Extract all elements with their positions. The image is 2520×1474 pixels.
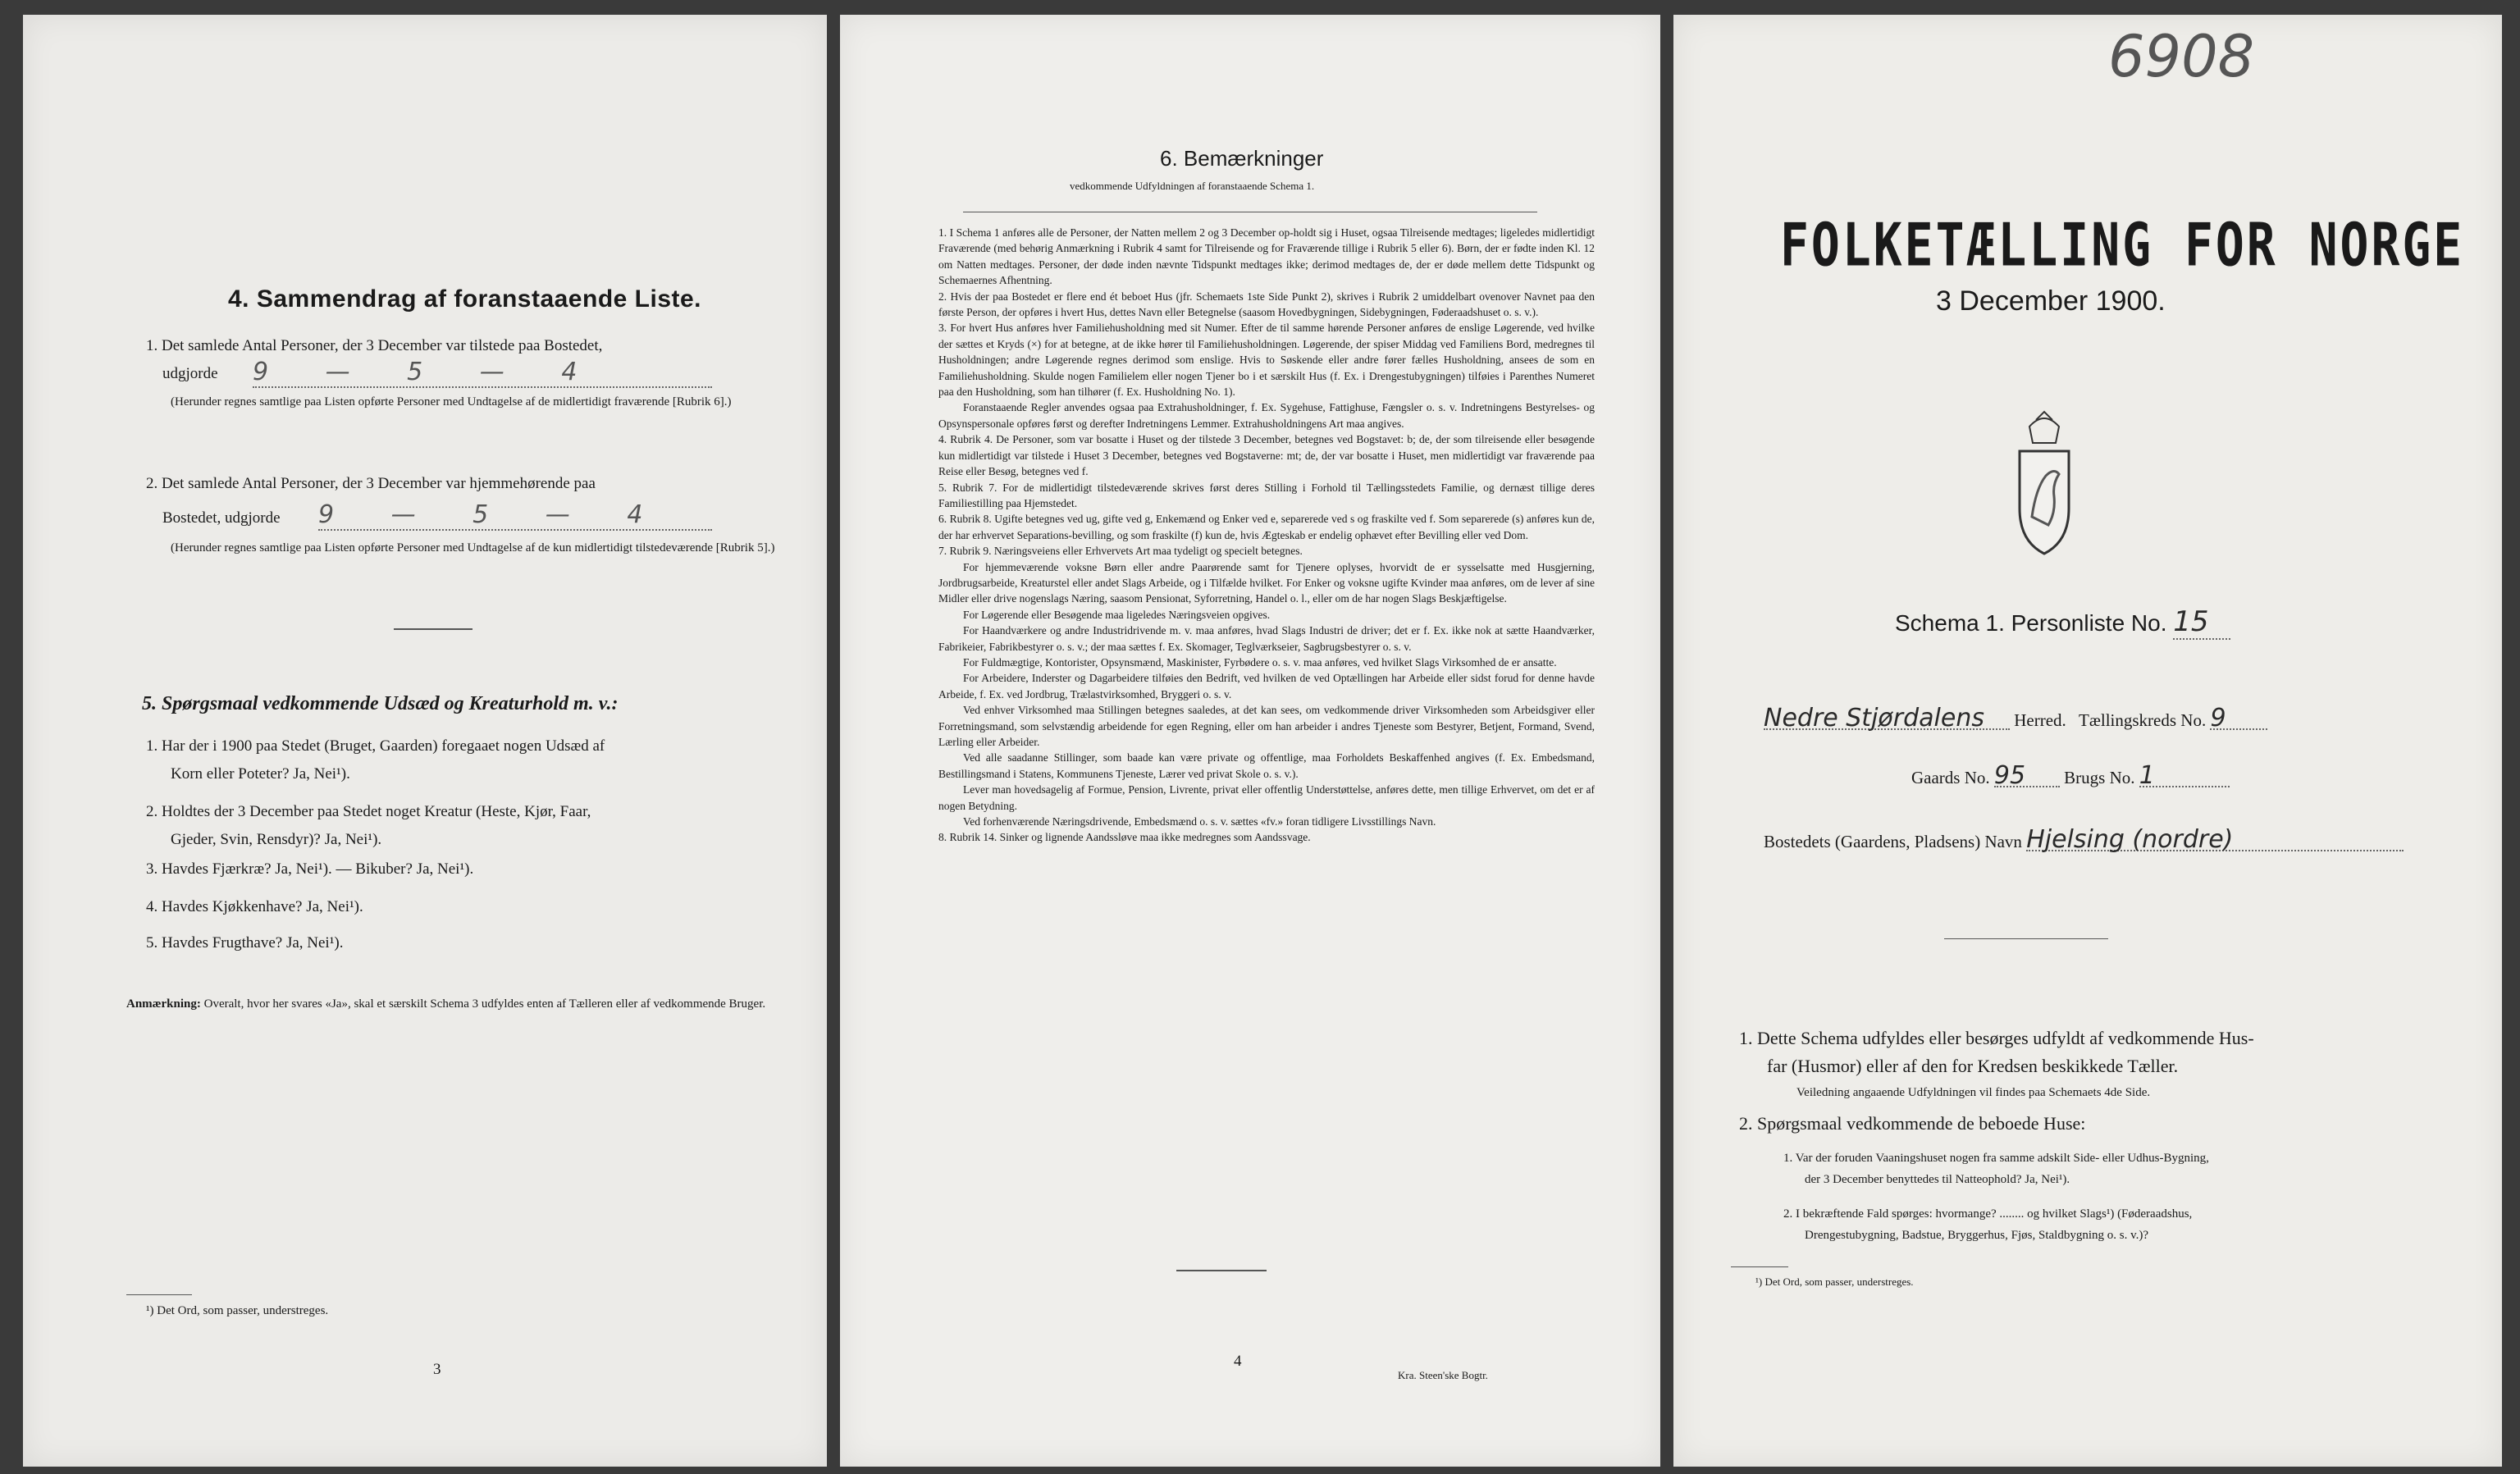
footnote: ¹) Det Ord, som passer, understreges. (146, 1304, 329, 1317)
divider (1944, 938, 2108, 939)
remark-7-g: Ved alle saadanne Stillinger, som baade kan være private og offentlige, maa Forholdets Beskaffenhed angives (f. Ex. Embedsmand, Bestillingsmand i Statens, Kommunens Tjeneste, Lærer ved privat Skole o. s. v.). (938, 751, 1595, 780)
remark-7-c: For Haandværkere og andre Industridrivende m. v. maa anføres, hvad Slags Industri de driver; det er f. Ex. ikke nok at sætte Haandværker, Fabrikeier, Fabrikbestyrer o. s. v.; der maa sættes f. Ex. Skomager, Teglværkseier, Sagbrugsbestyrer o. s. v. (938, 624, 1595, 653)
kreds-label: Tællingskreds No. (2079, 710, 2207, 730)
herred-label: Herred. (2014, 710, 2066, 730)
coat-of-arms-icon (2011, 410, 2077, 558)
brugs-value: 1 (2139, 766, 2230, 787)
remark-7-e: For Arbeidere, Inderster og Dagarbeidere tilføies den Bedrift, ved hvilken de ved Optællingen har Arbeide eller sidst forud for denne havde Arbeide, f. Ex. ved Jordbrug, Trælastvirksomhed, Bryggeri o. s. v. (938, 672, 1595, 700)
section5-title: 5. Spørgsmaal vedkommende Udsæd og Kreaturhold m. v.: (142, 693, 619, 714)
anmaerkning-text: Overalt, hvor her svares «Ja», skal et særskilt Schema 3 udfyldes enten af Tælleren eller af vedkommende Bruger. (203, 997, 766, 1011)
remark-7-i: Ved forhenværende Næringsdrivende, Embedsmænd o. s. v. sættes «fv.» foran tidligere Livsstillings Navn. (963, 815, 1436, 828)
page-middle (840, 15, 1660, 1467)
instruction-2: 2. Spørgsmaal vedkommende de beboede Huse: (1739, 1113, 2086, 1134)
section4-title: 4. Sammendrag af foranstaaende Liste. (228, 285, 702, 313)
remark-1: 1. I Schema 1 anføres alle de Personer, der Natten mellem 2 og 3 December op-holdt sig i Huset, ogsaa Tilreisende medtages; ligeledes midlertidigt Fraværende (med behørig Anmærkning i Rubrik 4 samt for Tilreisende og for Fraværende tillige i Rubrik 5 eller 6). Børn, der er fødte inden Kl. 12 om Natten medtages. Personer, der døde inden nævnte Tidspunkt medtages ikke; derimod medtages de, der er døde mellem dette Tidspunkt og Schemaernes Afhentning. (938, 226, 1595, 287)
section5-q1b: Korn eller Poteter? Ja, Nei¹). (171, 765, 350, 783)
section4-q1-prefix: udgjorde (162, 365, 218, 382)
section5-q4: 4. Havdes Kjøkkenhave? Ja, Nei¹). (146, 898, 363, 915)
archive-number: 6908 (2108, 23, 2255, 90)
remark-3-cont: Foranstaaende Regler anvendes ogsaa paa Extrahusholdninger, f. Ex. Sygehuse, Fattighuse, Fængsler o. s. v. Indretningens Bestyrelses- og Opsynspersonale opføres først og derefter Indretningens Lemmer. Extrahusholdningens Art maa angives. (938, 401, 1595, 430)
page-number: 4 (1234, 1353, 1242, 1370)
remark-8: 8. Rubrik 14. Sinker og lignende Aandssløve maa ikke medregnes som Aandssvage. (938, 831, 1311, 844)
remark-4: 4. Rubrik 4. De Personer, som var bosatte i Huset og der tilstede 3 December, betegnes ved Bogstavet: b; de, der som tilreisende eller besøgende kun midlertidigt var tilstede i Huset 3 December, betegnes ved Bogstaverne: mt; de, der var bosatte i Huset, men midlertidigt var fraværende paa Reise eller Besøg, betegnes ved f. (938, 433, 1595, 478)
bosted-value: Hjelsing (nordre) (2026, 830, 2404, 851)
remark-7-b: For Løgerende eller Besøgende maa ligeledes Næringsveien opgives. (963, 608, 1271, 621)
schema-label: Schema 1. Personliste No. (1895, 610, 2167, 636)
footnote: ¹) Det Ord, som passer, understreges. (1755, 1275, 1914, 1288)
remark-7-f: Ved enhver Virksomhed maa Stillingen betegnes saaledes, at det kan sees, om vedkommende driver Virksomheden som Arbeidsgiver eller Forretningsmand, som selvstændig arbeidende for egen Regning, eller om han arbeider i andres Tjeneste som Bestyrer, Betjent, Formand, Svend, Lærling eller Arbeider. (938, 704, 1595, 748)
section4-q1-value: 9 — 5 — 4 (253, 358, 712, 388)
page-number: 3 (433, 1361, 441, 1378)
remarks-bottom-rule (1176, 1270, 1267, 1271)
section5-q5: 5. Havdes Frugthave? Ja, Nei¹). (146, 934, 344, 951)
anmaerkning (126, 996, 799, 1012)
instruction-2-2b: Drengestubygning, Badstue, Bryggerhus, Fjøs, Staldbygning o. s. v.)? (1805, 1229, 2148, 1242)
schema-line (1895, 605, 2230, 640)
section5-q3: 3. Havdes Fjærkræ? Ja, Nei¹). — Bikuber? Ja, Nei¹). (146, 860, 474, 878)
instruction-1c: Veiledning angaaende Udfyldningen vil findes paa Schemaets 4de Side. (1796, 1086, 2151, 1099)
gaards-value: 95 (1994, 766, 2060, 787)
remark-7-d: For Fuldmægtige, Kontorister, Opsynsmænd, Maskinister, Fyrbødere o. s. v. maa anføres, ved hvilket Slags Virksomhed de er ansatte. (963, 655, 1557, 669)
divider (394, 628, 472, 630)
remark-2: 2. Hvis der paa Bostedet er flere end ét beboet Hus (jfr. Schemaets 1ste Side Punkt 2), skrives i Rubrik 2 umiddelbart ovenover Navnet paa den første Person, der opføres i hvert Hus, dettes Navn eller Betegnelse (saasom Hovedbygningen, Sidebygningen, Føderaadshuset o. s. v.). (938, 290, 1595, 319)
form-date: 3 December 1900. (1936, 285, 2166, 317)
remark-7-a: For hjemmeværende voksne Børn eller andre Paarørende samt for Tjenere oplyses, hvorvidt de er sysselsatte med Husgjerning, Jordbrugsarbeide, Kreaturstel eller andet Slags Arbeide, og i Tilfælde hvilket. For Enker og voksne ugifte Kvinder maa anføres, om de lever af sine Midler eller drive nogenslags Næring, saasom Pensionat, Syforretning, Handel o. l., eller om de har nogen Slags Beskjæftigelse. (938, 560, 1595, 605)
footnote-rule (126, 1294, 192, 1295)
section4-q1-note: (Herunder regnes samtlige paa Listen opførte Personer med Undtagelse af de midlertidigt fraværende [Rubrik 6].) (171, 395, 732, 408)
instruction-2-2a: 2. I bekræftende Fald spørges: hvormange? ........ og hvilket Slags¹) (Føderaadshus, (1783, 1207, 2193, 1221)
page-left (23, 15, 827, 1467)
page-right (1673, 15, 2502, 1467)
form-title: FOLKETÆLLING FOR NORGE (1780, 210, 2465, 280)
section5-q2b: Gjeder, Svin, Rensdyr)? Ja, Nei¹). (171, 831, 382, 848)
section4-q2: 2. Det samlede Antal Personer, der 3 December var hjemmehørende paa (146, 475, 596, 492)
remarks-subtitle: vedkommende Udfyldningen af foranstaaende Schema 1. (1070, 180, 1315, 192)
schema-number: 15 (2173, 605, 2230, 640)
remark-7: 7. Rubrik 9. Næringsveiens eller Erhvervets Art maa tydeligt og specielt betegnes. (938, 545, 1303, 558)
section4-q2-value: 9 — 5 — 4 (318, 500, 712, 531)
instruction-2-1b: der 3 December benyttedes til Natteophold? Ja, Nei¹). (1805, 1173, 2070, 1186)
printer-mark: Kra. Steen'ske Bogtr. (1398, 1369, 1488, 1381)
remark-7-h: Lever man hovedsagelig af Formue, Pension, Livrente, privat eller offentlig Understøttelse, anføres dette, men tillige Erhvervet, om det er af nogen Betydning. (938, 783, 1595, 812)
section5-q2a: 2. Holdtes der 3 December paa Stedet noget Kreatur (Heste, Kjør, Faar, (146, 803, 591, 820)
instruction-1a: 1. Dette Schema udfyldes eller besørges udfyldt af vedkommende Hus- (1739, 1028, 2254, 1048)
remarks-title: 6. Bemærkninger (1160, 146, 1324, 171)
instruction-1b: far (Husmor) eller af den for Kredsen beskikkede Tæller. (1767, 1056, 2179, 1076)
remarks-list (938, 225, 1595, 846)
gaards-label: Gaards No. (1911, 768, 1990, 787)
remark-5: 5. Rubrik 7. For de midlertidigt tilstedeværende skrives først deres Stilling i Forhold til Tællingsstedets Familie, og dernæst tillige deres Familiestilling paa Hjemstedet. (938, 481, 1595, 509)
kreds-value: 9 (2210, 709, 2267, 730)
herred-value: Nedre Stjørdalens (1764, 709, 2010, 730)
brugs-label: Brugs No. (2064, 768, 2135, 787)
anmaerkning-label: Anmærkning: (126, 997, 201, 1011)
section4-q2-prefix: Bostedet, udgjorde (162, 509, 281, 527)
section4-q2-note: (Herunder regnes samtlige paa Listen opførte Personer med Undtagelse af de kun midlertidigt tilstedeværende [Rubrik 5].) (171, 541, 775, 554)
section5-q1a: 1. Har der i 1900 paa Stedet (Bruget, Gaarden) foregaaet nogen Udsæd af (146, 737, 605, 755)
remark-3: 3. For hvert Hus anføres hver Familiehusholdning med sit Numer. Efter de til samme hørende Personer anføres de enslige Løgerende, ved hvilke der sættes et Kryds (×) for at betegne, at de ikke hører til Familiehusholdningen. Løgerende, der spiser Middag ved Familiens Bord, medregnes til Husholdningen; andre Løgerende regnes derimod som enslige. Hvis to Søskende eller andre fører fælles Husholdning, ansees de som en Familiehusholdning. Skulde nogen Familielem eller nogen Tjener bo i et særskilt Hus (f. Ex. i Drengestubygningen) tilføies i Parenthes Numeret paa den Husholdning, som han tilhører (f. Ex. Husholdning No. 1). (938, 322, 1595, 399)
instruction-2-1a: 1. Var der foruden Vaaningshuset nogen fra samme adskilt Side- eller Udhus-Bygning, (1783, 1152, 2209, 1165)
section4-q1: 1. Det samlede Antal Personer, der 3 December var tilstede paa Bostedet, (146, 337, 603, 354)
gaards-line (1911, 761, 2230, 790)
bosted-line (1764, 825, 2404, 854)
remark-6: 6. Rubrik 8. Ugifte betegnes ved ug, gifte ved g, Enkemænd og Enker ved e, separerede ved s og fraskilte ved f. Som separerede (s) anføres kun de, der har erhvervet Separations-bevilling, og som fraskilte (f) kun de, hvis Ægteskab er endelig ophævet efter Bevilling eller ved Dom. (938, 513, 1595, 541)
footnote-rule (1731, 1266, 1788, 1267)
bosted-label: Bostedets (Gaardens, Pladsens) Navn (1764, 832, 2022, 851)
herred-line (1764, 704, 2477, 732)
